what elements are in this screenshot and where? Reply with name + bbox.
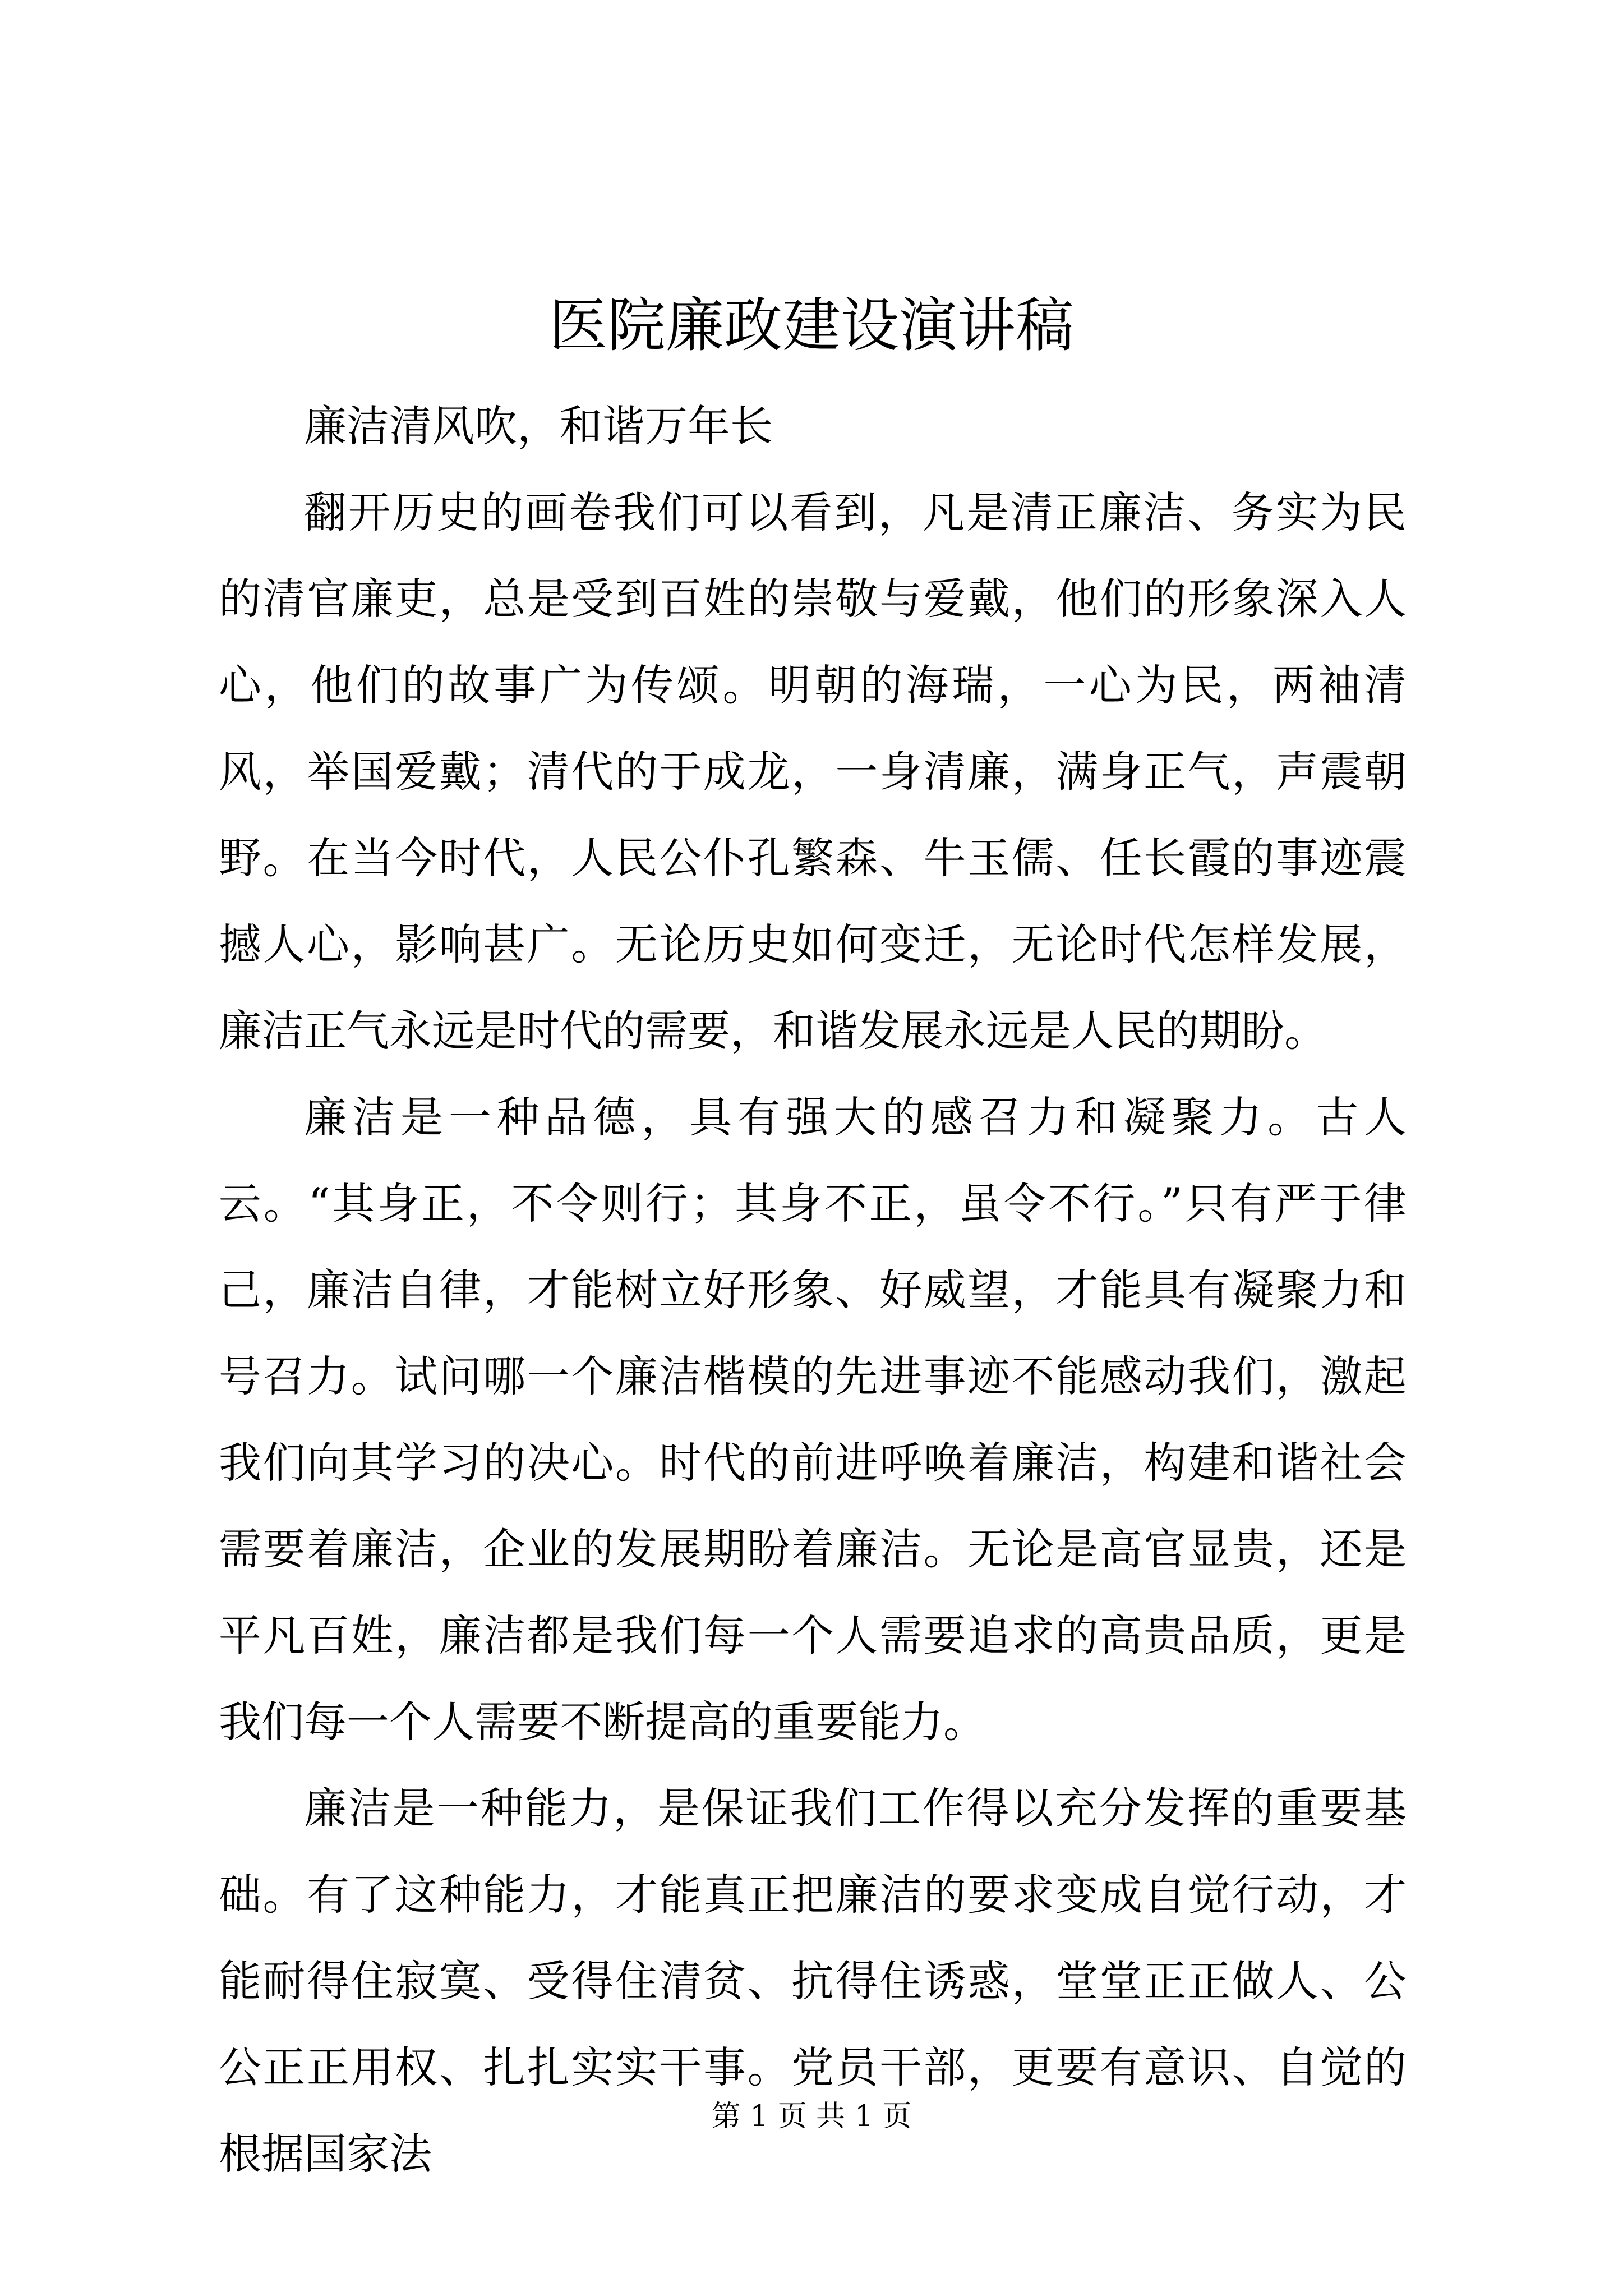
body-paragraph: 廉洁是一种品德，具有强大的感召力和凝聚力。古人云。“其身正，不令则行；其身不正，虽令不行。”只有严于律己，廉洁自律，才能树立好形象、好威望，才能具有凝聚力和号召力。试问哪一个廉洁楷模的先进事迹不能感动我们，激起我们向其学习的决心。时代的前进呼唤着廉洁，构建和谐社会需要着廉洁，企业的发展期盼着廉洁。无论是高官显贵，还是平凡百姓，廉洁都是我们每一个人需要追求的高贵品质，更是我们每一个人需要不断提高的重要能力。 [219, 1092, 1407, 1747]
document-title: 医院廉政建设演讲稿 [548, 291, 1074, 360]
page-footer: 第 1 页 共 1 页 [711, 2100, 912, 2133]
document-body [219, 383, 1407, 2197]
body-paragraph: 翻开历史的画卷我们可以看到，凡是清正廉洁、务实为民的清官廉吏，总是受到百姓的崇敬与爱戴，他们的形象深入人心，他们的故事广为传颂。明朝的海瑞，一心为民，两袖清风，举国爱戴；清代的于成龙，一身清廉，满身正气，声震朝野。在当今时代，人民公仆孔繁森、牛玉儒、任长霞的事迹震撼人心，影响甚广。无论历史如何变迁，无论时代怎样发展，廉洁正气永远是时代的需要，和谐发展永远是人民的期盼。 [219, 487, 1407, 1056]
subtitle-paragraph: 廉洁清风吹，和谐万年长 [304, 401, 773, 451]
body-paragraph: 廉洁是一种能力，是保证我们工作得以充分发挥的重要基础。有了这种能力，才能真正把廉洁的要求变成自觉行动，才能耐得住寂寞、受得住清贫、抗得住诱惑，堂堂正正做人、公公正正用权、扎扎实实干事。党员干部，更要有意识、自觉的根据国家法 [219, 1783, 1407, 2179]
